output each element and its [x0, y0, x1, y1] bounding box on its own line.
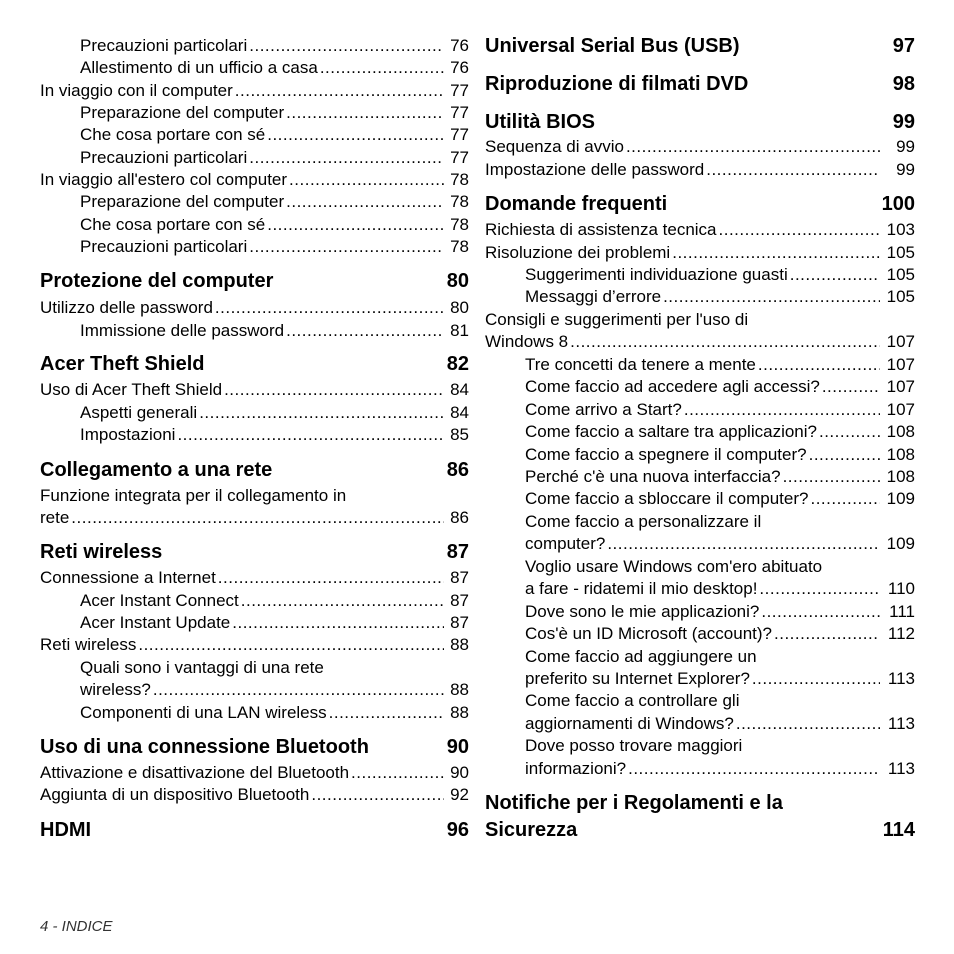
toc-entry[interactable]: Come faccio ad accedere agli accessi? ..... 107 — [485, 376, 915, 398]
toc-entry[interactable]: Preparazione del computer ..... 77 — [40, 102, 469, 124]
toc-section-heading[interactable]: Universal Serial Bus (USB) 97 — [485, 35, 915, 57]
toc-entry[interactable]: Risoluzione dei problemi ..... 105 — [485, 242, 915, 264]
toc-entry[interactable]: informazioni? ..... 113 — [485, 758, 915, 780]
toc-entry[interactable]: preferito su Internet Explorer? ..... 113 — [485, 668, 915, 690]
toc-entry[interactable]: computer? ..... 109 — [485, 533, 915, 555]
toc-entry-line1[interactable]: Consigli e suggerimenti per l'uso di — [485, 310, 749, 329]
toc-entry-line1[interactable]: Dove posso trovare maggiori — [525, 736, 743, 755]
toc-entry[interactable]: Sequenza di avvio ..... 99 — [485, 136, 915, 158]
toc-entry[interactable]: Precauzioni particolari ..... 77 — [40, 147, 469, 169]
toc-entry[interactable]: Dove sono le mie applicazioni? ..... 111 — [485, 601, 915, 623]
toc-entry[interactable]: Acer Instant Update ..... 87 — [40, 612, 469, 634]
toc-entry[interactable]: Messaggi d’errore ..... 105 — [485, 286, 915, 308]
toc-entry[interactable]: Componenti di una LAN wireless ..... 88 — [40, 702, 469, 724]
toc-entry[interactable]: Suggerimenti individuazione guasti ..... 105 — [485, 264, 915, 286]
toc-section-heading[interactable]: Protezione del computer 80 — [40, 270, 469, 292]
toc-entry[interactable]: Che cosa portare con sé ..... 78 — [40, 214, 469, 236]
toc-entry[interactable]: aggiornamenti di Windows? ..... 113 — [485, 713, 915, 735]
toc-section-heading[interactable]: Acer Theft Shield 82 — [40, 353, 469, 375]
toc-entry[interactable]: Precauzioni particolari ..... 78 — [40, 236, 469, 258]
toc-entry[interactable]: Come arrivo a Start? ..... 107 — [485, 399, 915, 421]
toc-entry[interactable]: Aggiunta di un dispositivo Bluetooth ..... 92 — [40, 784, 469, 806]
toc-section-heading[interactable]: Uso di una connessione Bluetooth 90 — [40, 736, 469, 758]
toc-entry[interactable]: Impostazione delle password ..... 99 — [485, 159, 915, 181]
toc-section-heading[interactable]: Reti wireless 87 — [40, 541, 469, 563]
toc-entry[interactable]: Richiesta di assistenza tecnica ..... 103 — [485, 219, 915, 241]
toc-entry-line1[interactable]: Voglio usare Windows com'ero abituato — [525, 557, 823, 576]
toc-entry[interactable]: Impostazioni ..... 85 — [40, 424, 469, 446]
toc-entry[interactable]: In viaggio all'estero col computer ..... 78 — [40, 169, 469, 191]
toc-entry-line1[interactable]: Come faccio a controllare gli — [525, 691, 740, 710]
toc-entry[interactable]: Immissione delle password ..... 81 — [40, 320, 469, 342]
toc-entry[interactable]: Aspetti generali ..... 84 — [40, 402, 469, 424]
toc-entry[interactable]: In viaggio con il computer ..... 77 — [40, 80, 469, 102]
toc-entry[interactable]: Allestimento di un ufficio a casa ..... 76 — [40, 57, 469, 79]
toc-entry[interactable]: Utilizzo delle password ..... 80 — [40, 297, 469, 319]
toc-section-heading[interactable]: Collegamento a una rete 86 — [40, 459, 469, 481]
toc-entry[interactable]: Windows 8 ..... 107 — [485, 331, 915, 353]
toc-entry[interactable]: wireless? ..... 88 — [40, 679, 469, 701]
toc-section-heading[interactable]: Sicurezza 114 — [485, 819, 915, 841]
toc-entry[interactable]: Come faccio a sbloccare il computer? ..... 109 — [485, 488, 915, 510]
toc-entry-line1[interactable]: Come faccio a personalizzare il — [525, 512, 762, 531]
toc-entry[interactable]: Come faccio a saltare tra applicazioni? ..... 108 — [485, 421, 915, 443]
toc-entry-line1[interactable]: Funzione integrata per il collegamento in — [40, 486, 347, 505]
toc-entry[interactable]: rete ..... 86 — [40, 507, 469, 529]
toc-entry[interactable]: Precauzioni particolari ..... 76 — [40, 35, 469, 57]
toc-entry[interactable]: Reti wireless ..... 88 — [40, 634, 469, 656]
toc-entry[interactable]: Uso di Acer Theft Shield ..... 84 — [40, 379, 469, 401]
toc-entry[interactable]: Come faccio a spegnere il computer? ..... 108 — [485, 444, 915, 466]
toc-entry[interactable]: Tre concetti da tenere a mente ..... 107 — [485, 354, 915, 376]
toc-entry[interactable]: Connessione a Internet ..... 87 — [40, 567, 469, 589]
toc-entry-line1[interactable]: Quali sono i vantaggi di una rete — [80, 658, 324, 677]
toc-entry-line1[interactable]: Come faccio ad aggiungere un — [525, 647, 757, 666]
toc-entry[interactable]: Che cosa portare con sé ..... 77 — [40, 124, 469, 146]
toc-entry[interactable]: Preparazione del computer ..... 78 — [40, 191, 469, 213]
toc-entry[interactable]: Perché c'è una nuova interfaccia? ..... 108 — [485, 466, 915, 488]
toc-section-heading[interactable]: Riproduzione di filmati DVD 98 — [485, 73, 915, 95]
toc-entry[interactable]: Acer Instant Connect ..... 87 — [40, 590, 469, 612]
toc-entry[interactable]: Attivazione e disattivazione del Bluetooth ..... 90 — [40, 762, 469, 784]
toc-section-heading[interactable]: Utilità BIOS 99 — [485, 111, 915, 133]
page-footer: 4 - INDICE — [40, 918, 113, 935]
toc-section-heading[interactable]: Domande frequenti 100 — [485, 193, 915, 215]
toc-section-heading[interactable]: HDMI 96 — [40, 819, 469, 841]
toc-entry[interactable]: Cos'è un ID Microsoft (account)? ..... 112 — [485, 623, 915, 645]
toc-section-heading-line1[interactable]: Notifiche per i Regolamenti e la — [485, 792, 783, 814]
toc-entry[interactable]: a fare - ridatemi il mio desktop! ..... 110 — [485, 578, 915, 600]
